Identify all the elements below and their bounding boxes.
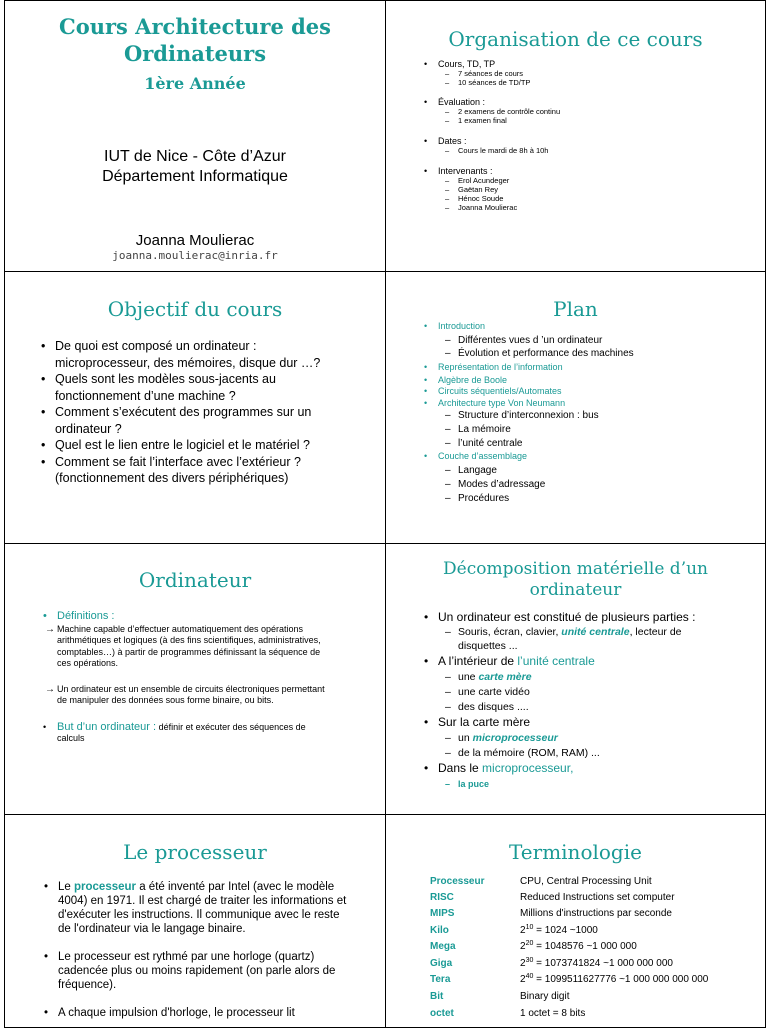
list-item-text: des disques .... xyxy=(458,701,529,714)
paragraph-line: de l'ordinateur via le langage binaire. xyxy=(58,923,246,935)
list-item xyxy=(458,185,560,194)
slide1-subtitle: 1ère Année xyxy=(144,74,246,93)
list-item xyxy=(458,78,560,87)
list-item-text: une xyxy=(458,670,479,683)
slide-organisation xyxy=(385,0,766,272)
slide1-title-line1: Cours Architecture des xyxy=(59,14,331,39)
slide-ordinateur xyxy=(4,543,386,815)
table-row xyxy=(430,876,750,892)
org-group-label: Cours, TD, TP xyxy=(438,59,496,69)
list-item-text: Différentes vues d ’un ordinateur xyxy=(458,334,603,346)
list-item xyxy=(458,176,560,185)
list-item xyxy=(458,107,560,116)
term-key: Bit xyxy=(430,991,444,1002)
paragraph-line: cadencée plus ou moins rapidement (on parle alors de xyxy=(58,965,336,977)
list-item xyxy=(55,454,320,487)
definition-line: comptables…) à partir de programmes définissant la séquence de xyxy=(57,646,321,657)
but-text: calculs xyxy=(57,733,85,744)
plan-item-introduction xyxy=(438,320,614,334)
slide-processeur xyxy=(4,814,386,1028)
power-value: = 1048576 ~1 000 000 xyxy=(533,941,637,952)
list-item-text: • Quels sont les modèles sous-jacents au xyxy=(55,372,276,386)
power-value: = 1024 ~1000 xyxy=(533,924,598,936)
list-item xyxy=(458,69,560,78)
term-key: Tera xyxy=(430,974,451,985)
list-item-text: la puce xyxy=(458,778,490,789)
slide2-title: Organisation de ce cours xyxy=(448,27,703,51)
term-key: Processeur xyxy=(430,876,485,887)
processeur-paragraph-1 xyxy=(58,880,346,936)
list-item xyxy=(458,437,634,451)
org-group-intervenants xyxy=(438,166,540,176)
term-key: MIPS xyxy=(430,908,455,919)
plan-item-representation xyxy=(438,361,614,375)
paragraph-line: • A chaque impulsion d'horloge, le processeur lit xyxy=(58,1007,295,1019)
list-item-text: ordinateur ? xyxy=(55,421,122,436)
list-item-text: Modes d’adressage xyxy=(458,478,546,490)
list-item-text: Gaëtan Rey xyxy=(458,185,499,194)
slide4-title: Plan xyxy=(553,297,598,321)
paragraph-line: • Le processeur est rythmé par une horloge (quartz) xyxy=(58,951,315,963)
slide5-title: Ordinateur xyxy=(138,568,252,592)
slide-title xyxy=(4,0,386,272)
list-item-text: disquettes ... xyxy=(458,640,518,653)
highlight-text: l’unité centrale xyxy=(517,654,595,669)
but-ordinateur xyxy=(57,722,325,745)
processeur-list xyxy=(58,880,346,1020)
list-item-text: 1 examen final xyxy=(458,116,507,125)
list-item-text: Dans le xyxy=(438,761,483,776)
definition-line: arithmétiques et logiques (à des fins scientifiques, administratives, xyxy=(57,635,321,646)
term-key: octet xyxy=(430,1008,454,1019)
term-key: Mega xyxy=(430,941,456,952)
list-item xyxy=(438,761,695,776)
plan-list xyxy=(438,320,634,505)
definition-1 xyxy=(57,624,325,669)
slide1-title-line2: Ordinateurs xyxy=(123,41,267,66)
org-group-dates xyxy=(438,136,540,146)
paragraph-line: 4004) en 1971. Il est chargé de traiter les informations et xyxy=(58,895,347,907)
list-item xyxy=(458,146,560,155)
power-exponent: 30 xyxy=(525,956,534,964)
list-item-text: , lecteur de xyxy=(629,626,682,639)
plan-item-label: Couche d’assemblage xyxy=(438,451,528,462)
term-value: Reduced Instructions set computer xyxy=(520,892,675,903)
slide3-title: Objectif du cours xyxy=(107,297,283,321)
list-item xyxy=(55,437,320,454)
power-exponent: 10 xyxy=(525,923,534,931)
author-email: joanna.moulierac@inria.fr xyxy=(112,249,278,262)
processeur-paragraph-2 xyxy=(58,950,346,992)
list-item-text: Langage xyxy=(458,465,497,477)
list-item-text: une carte vidéo xyxy=(458,685,530,698)
list-item-text: 2 examens de contrôle continu xyxy=(458,107,561,116)
but-text: définir et exécuter des séquences de xyxy=(158,721,306,732)
ordinateur-definitions xyxy=(57,609,325,744)
list-item-text: Joanna Moulierac xyxy=(458,203,518,212)
processeur-paragraph-3 xyxy=(58,1006,346,1020)
list-item-text: Structure d’interconnexion : bus xyxy=(458,410,599,422)
paragraph-text: a été inventé par Intel (avec le modèle xyxy=(136,881,335,893)
table-row xyxy=(430,958,750,974)
list-item-text: Souris, écran, clavier, xyxy=(458,626,562,639)
slide8-title: Terminologie xyxy=(509,840,642,864)
list-item xyxy=(438,715,695,730)
list-item-text: Sur la carte mère xyxy=(438,715,531,730)
decomposition-list xyxy=(438,610,695,792)
list-item xyxy=(458,777,715,792)
list-item xyxy=(55,371,320,404)
table-row xyxy=(430,974,750,990)
slide-decomposition xyxy=(385,543,766,815)
organisation-list xyxy=(438,59,561,212)
list-item xyxy=(458,685,715,700)
slide-terminologie xyxy=(385,814,766,1028)
term-value xyxy=(520,925,598,936)
definition-line: de manipuler des données sous forme binaire, ou bits. xyxy=(57,695,274,706)
list-item xyxy=(458,116,560,125)
table-row xyxy=(430,892,750,908)
objectif-list xyxy=(55,338,320,487)
list-item-text: de la mémoire (ROM, RAM) ... xyxy=(458,747,600,760)
org-group-label: Dates : xyxy=(438,136,467,146)
power-base: 2 xyxy=(520,957,526,969)
list-item-text: (fonctionnement des divers périphériques) xyxy=(55,471,289,485)
term-key: Kilo xyxy=(430,924,449,936)
term-value: Millions d'instructions par seconde xyxy=(520,908,672,919)
list-item xyxy=(55,338,320,371)
list-item xyxy=(458,492,634,506)
org-group-label: Intervenants : xyxy=(438,166,493,176)
list-item xyxy=(458,409,634,423)
highlight-text: processeur xyxy=(74,881,137,893)
plan-item-label: Algèbre de Boole xyxy=(438,374,508,385)
table-row xyxy=(430,925,750,941)
list-item-text: l’unité centrale xyxy=(458,437,523,449)
term-value: Binary digit xyxy=(520,991,570,1002)
slide6-title-line2: ordinateur xyxy=(529,580,622,600)
power-exponent: 20 xyxy=(525,940,534,947)
slide6-title-line1: Décomposition matérielle d’un xyxy=(443,559,708,579)
paragraph-line: fréquence). xyxy=(58,979,117,991)
power-base: 2 xyxy=(520,924,526,936)
slide-objectif xyxy=(4,271,386,544)
list-item-text: Hénoc Soude xyxy=(458,194,504,203)
author-name: Joanna Moulierac xyxy=(135,232,255,249)
list-item xyxy=(458,700,715,715)
definition-line: ces opérations. xyxy=(57,657,119,668)
institution-line1: IUT de Nice - Côte d’Azur xyxy=(104,148,286,165)
plan-item-circuits xyxy=(438,386,614,398)
list-item-text: Erol Acundeger xyxy=(458,176,510,185)
list-item-text: fonctionnement d’une machine ? xyxy=(55,388,236,403)
plan-item-architecture xyxy=(438,398,614,410)
term-value xyxy=(520,941,637,952)
but-label: But d’un ordinateur : xyxy=(57,720,157,733)
definition-line: → Un ordinateur est un ensemble de circuits électroniques permettant xyxy=(57,684,325,695)
list-item xyxy=(458,746,715,761)
list-item-text: • Comment se fait l’interface avec l’extérieur ? xyxy=(55,454,301,469)
list-item-text: Cours le mardi de 8h à 10h xyxy=(458,146,549,155)
list-item xyxy=(458,464,634,478)
highlight-text: carte mère xyxy=(478,670,532,683)
highlight-text: unité centrale xyxy=(561,626,630,639)
definition-line: → Machine capable d’effectuer automatiquement des opérations xyxy=(57,624,303,634)
highlight-text: microprocesseur, xyxy=(482,761,574,776)
org-group-label: Évaluation : xyxy=(438,97,486,107)
power-exponent: 40 xyxy=(525,973,534,980)
list-item-text: un xyxy=(458,731,473,744)
plan-item-label: Architecture type Von Neumann xyxy=(438,397,566,408)
definitions-label xyxy=(57,609,325,624)
slide-grid xyxy=(4,0,766,1024)
term-value: CPU, Central Processing Unit xyxy=(520,876,652,887)
list-item xyxy=(458,478,634,492)
plan-item-label: Représentation de l’information xyxy=(438,362,563,373)
term-value xyxy=(520,958,673,969)
list-item xyxy=(458,347,634,361)
power-base: 2 xyxy=(520,974,526,985)
definitions-label-text: Définitions : xyxy=(57,610,115,622)
paragraph-text: Le xyxy=(58,881,74,893)
power-value: = 1099511627776 ~1 000 000 000 000 xyxy=(533,974,709,985)
highlight-text: microprocesseur xyxy=(472,731,558,744)
list-item xyxy=(458,194,560,203)
slide-plan xyxy=(385,271,766,544)
plan-item-couche xyxy=(438,450,614,464)
term-value: 1 octet = 8 bits xyxy=(520,1008,586,1019)
list-item-text: • Quel est le lien entre le logiciel et le matériel ? xyxy=(55,438,310,452)
table-row xyxy=(430,941,750,957)
list-item xyxy=(458,625,715,653)
list-item-text: Un ordinateur est constitué de plusieurs parties : xyxy=(438,610,696,624)
table-row xyxy=(430,908,750,924)
table-row xyxy=(430,1008,750,1024)
list-item-text: A l’intérieur de xyxy=(438,654,518,669)
list-item-text: microprocesseur, des mémoires, disque dur …? xyxy=(55,355,321,370)
plan-item-boole xyxy=(438,375,614,387)
list-item xyxy=(458,423,634,437)
list-item xyxy=(438,610,695,625)
term-key: RISC xyxy=(430,892,454,903)
list-item-text: 10 séances de TD/TP xyxy=(458,78,531,87)
list-item xyxy=(458,731,715,746)
list-item xyxy=(458,203,560,212)
org-group-evaluation xyxy=(438,97,540,107)
power-value: = 1073741824 ~1 000 000 000 xyxy=(533,957,673,969)
list-item xyxy=(458,670,715,685)
power-base: 2 xyxy=(520,941,526,952)
institution-line2: Département Informatique xyxy=(102,168,288,185)
plan-item-label: Circuits séquentiels/Automates xyxy=(438,386,562,397)
list-item xyxy=(55,404,320,437)
list-item xyxy=(458,334,634,348)
list-item-text: 7 séances de cours xyxy=(458,69,524,78)
term-key: Giga xyxy=(430,957,453,969)
plan-item-label: Introduction xyxy=(438,321,486,331)
slide7-title: Le processeur xyxy=(123,840,267,864)
list-item-text: Évolution et performance des machines xyxy=(458,348,634,360)
list-item xyxy=(438,654,695,669)
list-item-text: • De quoi est composé un ordinateur : xyxy=(55,339,257,353)
table-row xyxy=(430,991,750,1007)
list-item-text: La mémoire xyxy=(458,424,511,436)
paragraph-line: d'exécuter les instructions. Il communique avec le reste xyxy=(58,909,340,921)
list-item-text: Procédures xyxy=(458,492,510,504)
list-item-text: • Comment s’exécutent des programmes sur un xyxy=(55,405,312,419)
org-group-cours xyxy=(438,59,540,69)
definition-2 xyxy=(57,684,325,707)
term-value xyxy=(520,974,708,985)
